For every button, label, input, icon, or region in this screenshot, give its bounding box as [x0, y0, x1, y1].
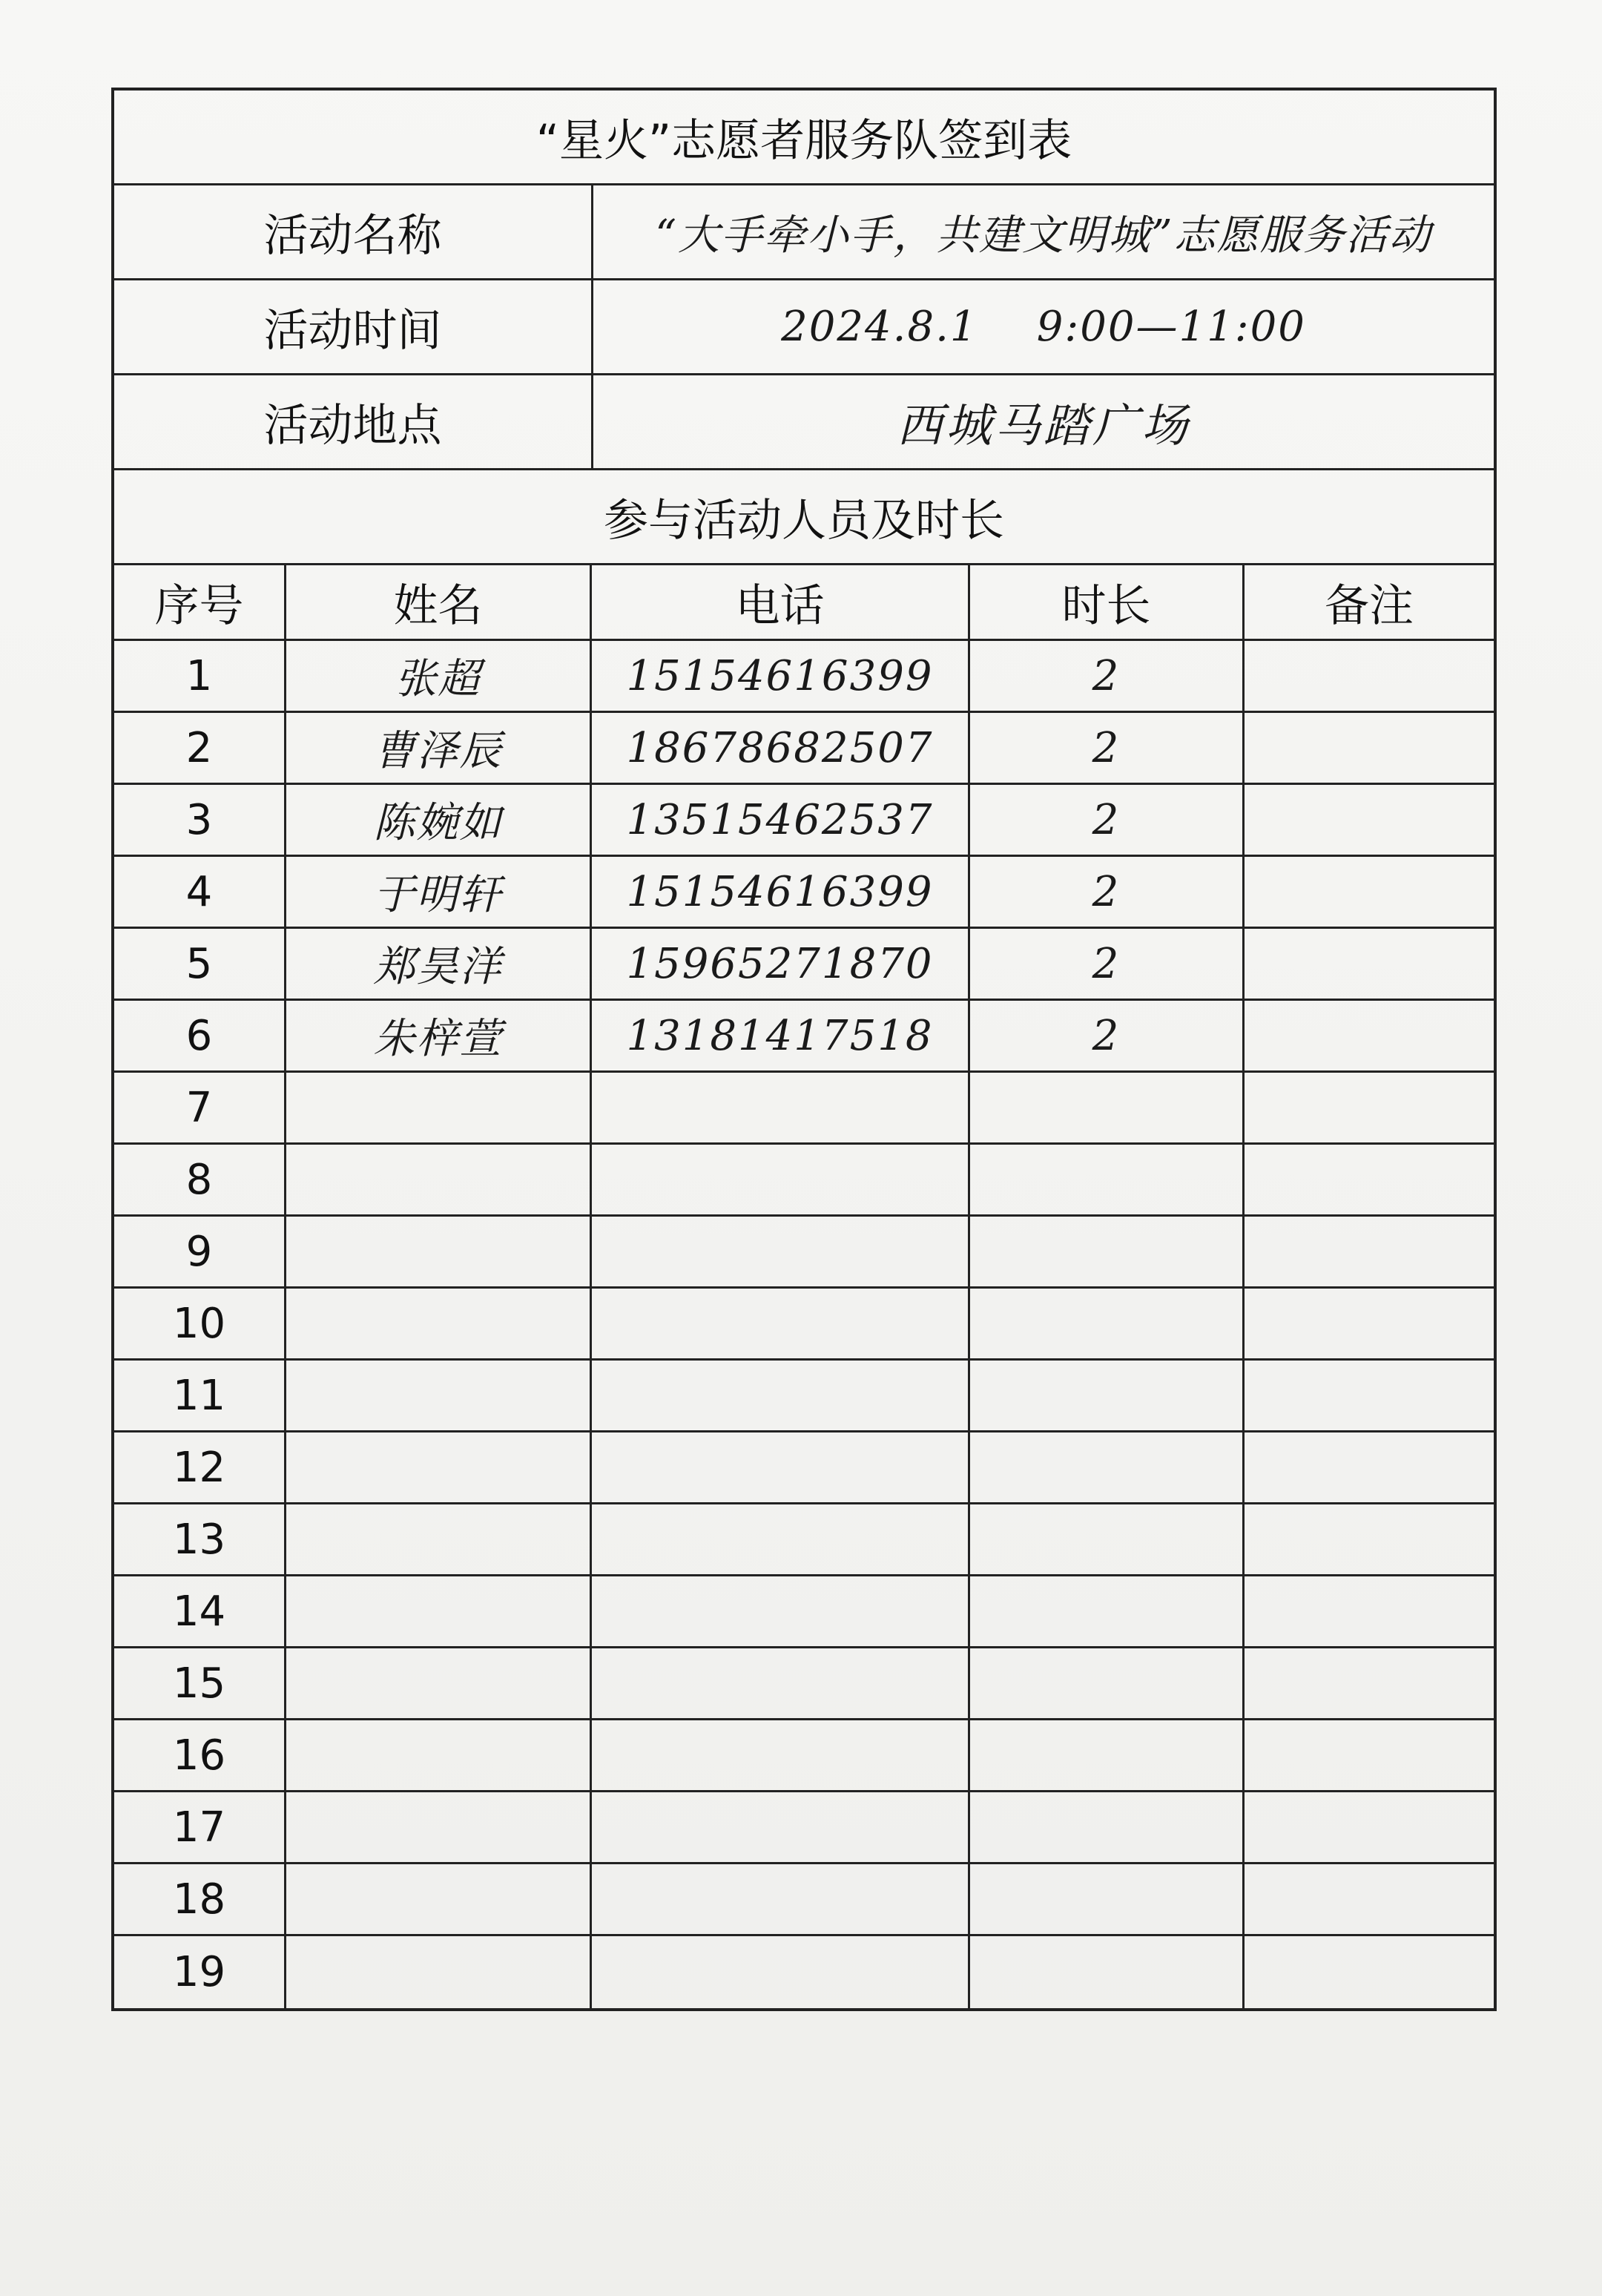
- table-row: [114, 1289, 1494, 1361]
- row-phone: [592, 1648, 970, 1718]
- row-phone: [592, 1720, 970, 1790]
- row-seq: 7: [114, 1073, 286, 1142]
- activity-time-label: 活动时间: [114, 280, 593, 373]
- row-hours: 2: [970, 857, 1245, 927]
- activity-place-row: [114, 375, 1494, 470]
- row-hours: [970, 1504, 1245, 1574]
- row-seq: 8: [114, 1145, 286, 1214]
- row-name: 张超: [286, 641, 592, 711]
- row-phone: [592, 1289, 970, 1358]
- row-hours: [970, 1145, 1245, 1214]
- row-hours: [970, 1576, 1245, 1646]
- table-row: [114, 929, 1494, 1001]
- row-seq: 13: [114, 1504, 286, 1574]
- row-phone: [592, 1432, 970, 1502]
- row-note: [1245, 785, 1494, 855]
- activity-time-value: 2024.8.1 9:00—11:00: [781, 303, 1306, 351]
- row-seq: 16: [114, 1720, 286, 1790]
- row-hours: 2: [970, 929, 1245, 999]
- row-hours: [970, 1720, 1245, 1790]
- table-row: [114, 857, 1494, 929]
- row-hours: 2: [970, 1001, 1245, 1070]
- row-hours: 2: [970, 713, 1245, 783]
- row-name: [286, 1145, 592, 1214]
- table-row: [114, 1936, 1494, 2008]
- column-header-phone: 电话: [592, 565, 970, 639]
- row-name: 朱梓萱: [286, 1001, 592, 1070]
- table-header-row: [114, 565, 1494, 641]
- row-seq: 3: [114, 785, 286, 855]
- activity-place-label: 活动地点: [114, 375, 593, 468]
- row-phone: 15154616399: [592, 857, 970, 927]
- row-name: 陈婉如: [286, 785, 592, 855]
- row-name: [286, 1576, 592, 1646]
- row-seq: 12: [114, 1432, 286, 1502]
- column-header-hours: 时长: [970, 565, 1245, 639]
- row-note: [1245, 929, 1494, 999]
- row-seq: 10: [114, 1289, 286, 1358]
- row-name: [286, 1361, 592, 1430]
- activity-place-value: 西城马踏广场: [896, 398, 1190, 453]
- table-row: [114, 1504, 1494, 1576]
- sign-in-sheet: [111, 88, 1497, 2011]
- row-note: [1245, 1073, 1494, 1142]
- table-row: [114, 785, 1494, 857]
- table-row: [114, 1648, 1494, 1720]
- row-phone: 18678682507: [592, 713, 970, 783]
- activity-name-value: “大手牵小手，共建文明城”志愿服务活动: [655, 211, 1432, 260]
- table-body: [114, 641, 1494, 2008]
- row-seq: 11: [114, 1361, 286, 1430]
- row-note: [1245, 1504, 1494, 1574]
- table-row: [114, 713, 1494, 785]
- row-name: [286, 1504, 592, 1574]
- row-note: [1245, 1576, 1494, 1646]
- row-note: [1245, 1864, 1494, 1934]
- row-seq: 9: [114, 1217, 286, 1286]
- table-row: [114, 1145, 1494, 1217]
- row-phone: 15154616399: [592, 641, 970, 711]
- row-note: [1245, 1648, 1494, 1718]
- row-note: [1245, 1289, 1494, 1358]
- row-name: [286, 1864, 592, 1934]
- row-phone: [592, 1361, 970, 1430]
- row-phone: [592, 1576, 970, 1646]
- row-hours: [970, 1432, 1245, 1502]
- row-name: 郑昊洋: [286, 929, 592, 999]
- row-name: [286, 1720, 592, 1790]
- row-seq: 19: [114, 1936, 286, 2008]
- row-seq: 2: [114, 713, 286, 783]
- row-hours: [970, 1936, 1245, 2008]
- row-hours: [970, 1792, 1245, 1862]
- row-phone: [592, 1073, 970, 1142]
- row-phone: [592, 1145, 970, 1214]
- row-seq: 1: [114, 641, 286, 711]
- row-name: 曹泽辰: [286, 713, 592, 783]
- row-hours: [970, 1648, 1245, 1718]
- row-seq: 17: [114, 1792, 286, 1862]
- row-note: [1245, 1432, 1494, 1502]
- row-hours: 2: [970, 641, 1245, 711]
- row-seq: 14: [114, 1576, 286, 1646]
- row-hours: [970, 1073, 1245, 1142]
- row-note: [1245, 713, 1494, 783]
- row-hours: [970, 1361, 1245, 1430]
- table-row: [114, 1001, 1494, 1073]
- title-row: [114, 91, 1494, 185]
- table-row: [114, 1720, 1494, 1792]
- row-hours: [970, 1864, 1245, 1934]
- row-note: [1245, 1001, 1494, 1070]
- row-name: [286, 1073, 592, 1142]
- row-name: [286, 1792, 592, 1862]
- row-note: [1245, 1936, 1494, 2008]
- table-row: [114, 1361, 1494, 1432]
- row-name: [286, 1936, 592, 2008]
- row-phone: [592, 1936, 970, 2008]
- row-seq: 18: [114, 1864, 286, 1934]
- table-row: [114, 1576, 1494, 1648]
- row-hours: [970, 1217, 1245, 1286]
- row-phone: 13181417518: [592, 1001, 970, 1070]
- row-note: [1245, 641, 1494, 711]
- row-phone: 15965271870: [592, 929, 970, 999]
- row-hours: 2: [970, 785, 1245, 855]
- row-note: [1245, 1720, 1494, 1790]
- row-phone: [592, 1792, 970, 1862]
- row-note: [1245, 1361, 1494, 1430]
- row-seq: 5: [114, 929, 286, 999]
- row-hours: [970, 1289, 1245, 1358]
- table-row: [114, 1073, 1494, 1145]
- row-name: [286, 1217, 592, 1286]
- row-phone: 13515462537: [592, 785, 970, 855]
- row-phone: [592, 1504, 970, 1574]
- table-row: [114, 1432, 1494, 1504]
- row-seq: 4: [114, 857, 286, 927]
- table-row: [114, 1217, 1494, 1289]
- table-row: [114, 1864, 1494, 1936]
- activity-time-row: [114, 280, 1494, 375]
- table-row: [114, 1792, 1494, 1864]
- row-note: [1245, 1145, 1494, 1214]
- row-note: [1245, 1792, 1494, 1862]
- table-row: [114, 641, 1494, 713]
- row-note: [1245, 1217, 1494, 1286]
- column-header-seq: 序号: [114, 565, 286, 639]
- row-name: [286, 1648, 592, 1718]
- row-seq: 6: [114, 1001, 286, 1070]
- column-header-note: 备注: [1325, 579, 1414, 632]
- column-header-name: 姓名: [286, 565, 592, 639]
- activity-name-label: 活动名称: [114, 185, 593, 278]
- activity-name-row: [114, 185, 1494, 280]
- row-phone: [592, 1217, 970, 1286]
- row-name: [286, 1432, 592, 1502]
- row-name: [286, 1289, 592, 1358]
- row-phone: [592, 1864, 970, 1934]
- section-title: 参与活动人员及时长: [604, 494, 1004, 547]
- section-title-row: [114, 470, 1494, 565]
- sheet-title: “星火”志愿者服务队签到表: [535, 114, 1072, 167]
- row-name: 于明轩: [286, 857, 592, 927]
- row-note: [1245, 857, 1494, 927]
- row-seq: 15: [114, 1648, 286, 1718]
